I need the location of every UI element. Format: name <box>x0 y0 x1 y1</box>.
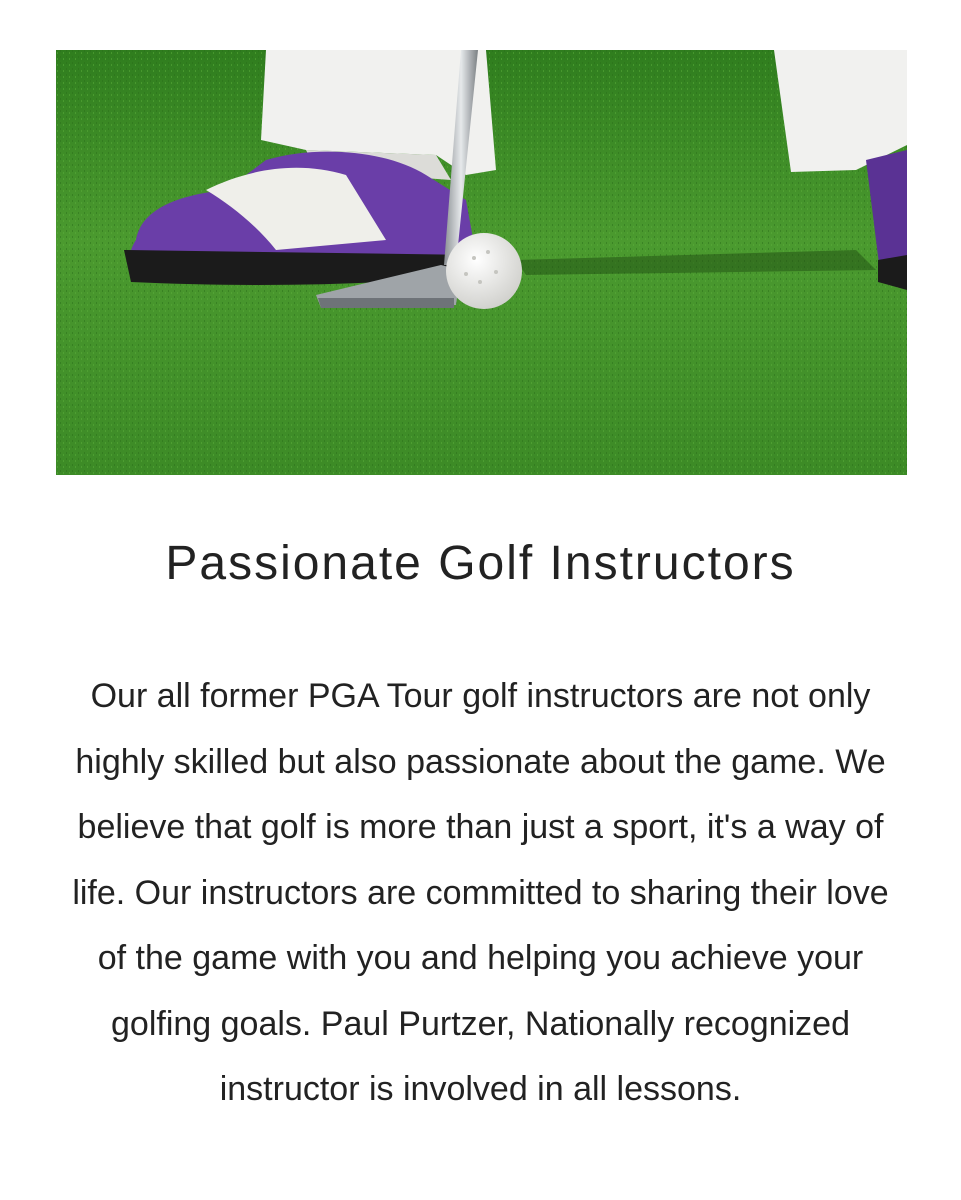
section-body-text: Our all former PGA Tour golf instructors are not only highly skilled but also passionate about the game. We believe that golf is more than just a sport, it's a way of life. Our instructors are committed to sharing their love of the game with you and helping you achieve your golfing goals. Paul Purtzer, Nationally recognized instructor is involved in all lessons. <box>72 677 889 1108</box>
section-title: Passionate Golf Instructors <box>165 537 796 590</box>
golf-putting-photo <box>56 50 907 475</box>
hero-image <box>56 50 907 475</box>
